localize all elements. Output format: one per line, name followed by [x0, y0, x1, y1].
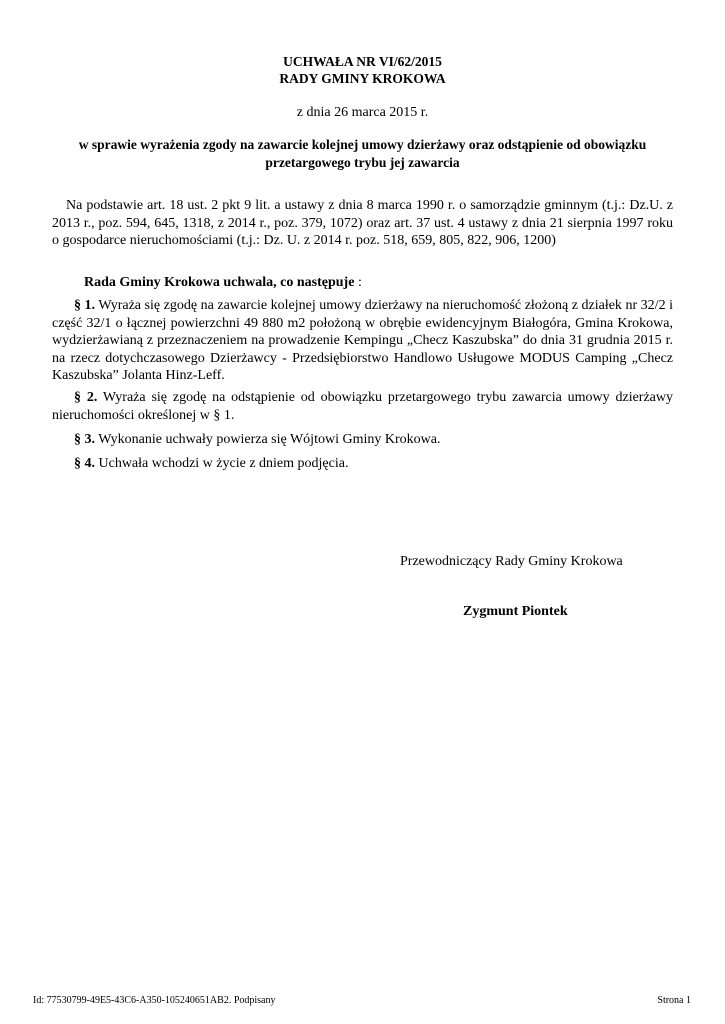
issuing-body: RADY GMINY KROKOWA [279, 71, 446, 86]
section-1-paragraph [52, 297, 673, 385]
section-4-marker: § 4. [74, 456, 95, 471]
resolution-date: z dnia 26 marca 2015 r. [296, 105, 429, 120]
signatory-role: Przewodniczący Rady Gminy Krokowa [400, 554, 623, 569]
council-resolves-text: Rada Gminy Krokowa uchwala, co następuje [84, 275, 355, 290]
section-4-text: Uchwała wchodzi w życie z dniem podjęcia. [95, 456, 349, 471]
section-3-paragraph [52, 431, 673, 449]
section-3-marker: § 3. [74, 432, 95, 447]
section-2-marker: § 2. [74, 390, 98, 405]
resolution-subject: w sprawie wyrażenia zgody na zawarcie kolejnej umowy dzierżawy oraz odstąpienie od obowiązku przetargowego trybu jej zawarcia [78, 137, 647, 170]
section-4-paragraph [52, 455, 673, 473]
council-resolves-paragraph [52, 274, 673, 292]
section-3-text: Wykonanie uchwały powierza się Wójtowi Gminy Krokowa. [95, 432, 441, 447]
section-1-marker: § 1. [74, 298, 96, 313]
signatory-name: Zygmunt Piontek [463, 604, 568, 619]
document-id-footer: Id: 77530799-49E5-43C6-A350-105240651AB2. Podpisany [33, 995, 276, 1006]
section-1-text: Wyraża się zgodę na zawarcie kolejnej umowy dzierżawy na nieruchomość złożoną z działek nr 32/2 i część 32/1 o łącznej powierzchni 49 880 m2 położoną w obrębie ewidencyjnym Białogóra, Gmina Krokowa, wydzierżawianą z przeznaczeniem na prowadzenie Kempingu „Checz Kaszubska” do dnia 31 grudnia 2015 r. na rzecz dotychczasowego Dzierżawcy - Przedsiębiorstwo Handlowo Usługowe MODUS Camping „Checz Kaszubska” Jolanta Hinz-Leff. [52, 298, 673, 383]
legal-basis-paragraph: Na podstawie art. 18 ust. 2 pkt 9 lit. a ustawy z dnia 8 marca 1990 r. o samorządzie gminnym (t.j.: Dz.U. z 2013 r., poz. 594, 645, 1318, z 2014 r., poz. 379, 1072) oraz art. 37 ust. 4 ustawy z dnia 21 sierpnia 1997 roku o gospodarce nieruchomościami (t.j.: Dz. U. z 2014 r. poz. 518, 659, 805, 822, 906, 1200) [52, 198, 673, 248]
council-resolves-colon: : [354, 275, 362, 290]
page-number-footer: Strona 1 [657, 995, 691, 1006]
resolution-number: UCHWAŁA NR VI/62/2015 [283, 54, 442, 69]
section-2-text: Wyraża się zgodę na odstąpienie od obowiązku przetargowego trybu zawarcia umowy dzierżawy nieruchomości określonej w § 1. [52, 390, 673, 423]
section-2-paragraph [52, 389, 673, 424]
